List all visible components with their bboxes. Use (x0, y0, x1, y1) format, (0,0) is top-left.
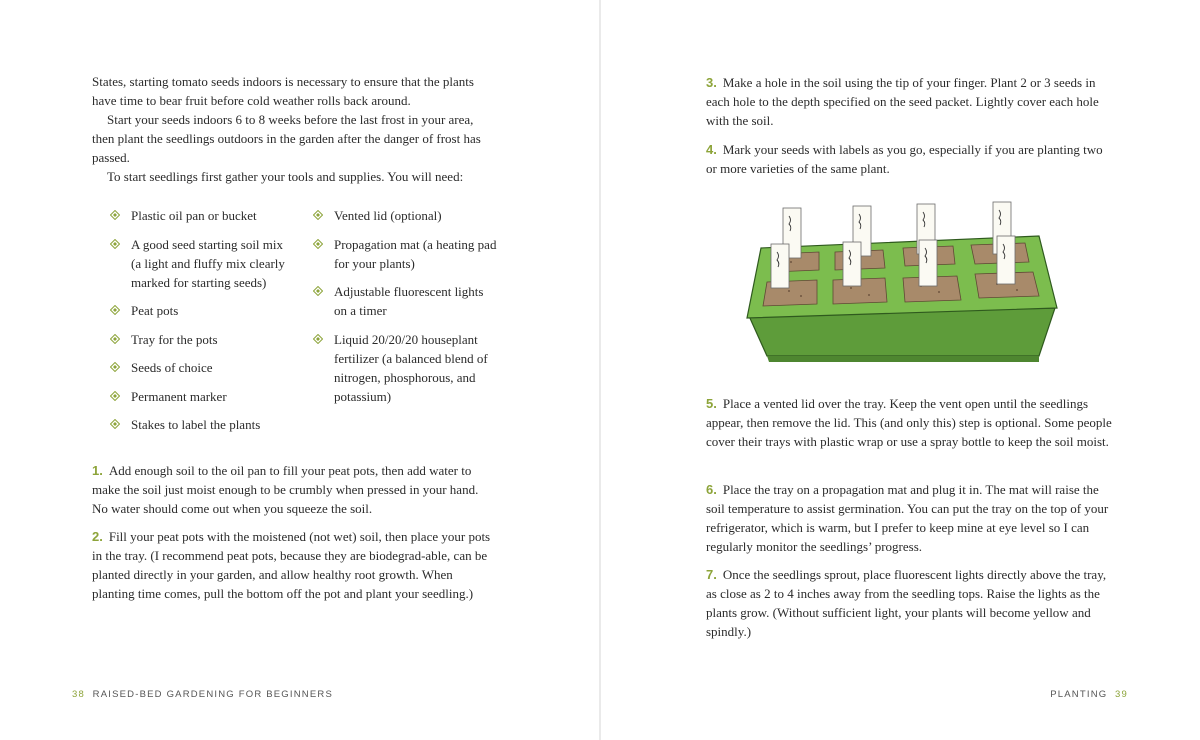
supply-label: Seeds of choice (131, 360, 213, 375)
supply-item (313, 282, 498, 320)
supply-label: Vented lid (optional) (334, 208, 442, 223)
diamond-bullet-icon (110, 210, 120, 220)
supply-item (110, 301, 295, 320)
step-number: 1. (92, 463, 103, 478)
diamond-bullet-icon (110, 419, 120, 429)
running-head: RAISED-BED GARDENING FOR BEGINNERS (92, 689, 333, 700)
supplies-column-1 (110, 206, 295, 444)
step-text: Fill your peat pots with the moistened (not wet) soil, then place your pots in the tray. (I recommend peat pots, because they are biodegrad-able, can be planted directly in your garden, and allow healthy root growth. When planting time comes, pull the bottom off the pot and plant your seedling.) (92, 529, 491, 601)
supply-item (313, 206, 498, 225)
supply-label: Stakes to label the plants (131, 417, 261, 432)
intro-text (92, 72, 492, 186)
step-number: 6. (706, 482, 717, 497)
right-page (601, 0, 1200, 740)
supply-item (110, 235, 295, 292)
diamond-bullet-icon (313, 286, 323, 296)
intro-paragraph: States, starting tomato seeds indoors is necessary to ensure that the plants have time to bear fruit before cold weather rolls back around. (92, 74, 474, 108)
supply-label: Adjustable fluorescent lights on a timer (334, 284, 484, 318)
diamond-bullet-icon (110, 239, 120, 249)
step-text: Make a hole in the soil using the tip of your finger. Plant 2 or 3 seeds in each hole to the depth specified on the seed packet. Lightly cover each hole with the soil. (706, 75, 1099, 128)
supply-item (110, 206, 295, 225)
diamond-bullet-icon (110, 305, 120, 315)
step-text: Add enough soil to the oil pan to fill your peat pots, then add water to make the soil just moist enough to be crumbly when pressed in your hand. No water should come out when you squeeze the soil. (92, 463, 479, 516)
step-1 (92, 461, 492, 518)
supply-label: Propagation mat (a heating pad for your plants) (334, 236, 497, 271)
step-number: 7. (706, 567, 717, 582)
supply-item (110, 387, 295, 406)
supply-label: Peat pots (131, 303, 179, 318)
step-7 (706, 565, 1116, 641)
supplies-column-2 (313, 206, 498, 415)
supply-item (110, 415, 295, 434)
diamond-bullet-icon (110, 362, 120, 372)
running-head: PLANTING (1050, 689, 1108, 700)
supply-item (110, 358, 295, 377)
page-number: 39 (1115, 689, 1128, 700)
supply-label: A good seed starting soil mix (a light and fluffy mix clearly marked for starting seeds) (131, 236, 285, 290)
left-folio (72, 689, 333, 700)
step-5 (706, 394, 1116, 451)
step-number: 3. (706, 75, 717, 90)
left-page (0, 0, 599, 740)
diamond-bullet-icon (110, 334, 120, 344)
supply-item (313, 330, 498, 406)
step-text: Mark your seeds with labels as you go, especially if you are planting two or more varieties of the same plant. (706, 142, 1103, 176)
diamond-bullet-icon (313, 210, 323, 220)
supply-label: Liquid 20/20/20 houseplant fertilizer (a balanced blend of nitrogen, phosphorous, and potassium) (334, 331, 488, 404)
step-number: 4. (706, 142, 717, 157)
page-number: 38 (72, 689, 85, 700)
supply-label: Tray for the pots (131, 331, 218, 347)
supplies-list (110, 206, 510, 446)
intro-paragraph: To start seedlings first gather your tools and supplies. You will need: (107, 169, 464, 184)
supply-label: Permanent marker (131, 388, 227, 404)
step-text: Place a vented lid over the tray. Keep the vent open until the seedlings appear, then remove the lid. This (and only this) step is optional. Some people cover their trays with plastic wrap or use a spray bottle to keep the soil moist. (706, 396, 1112, 449)
diamond-bullet-icon (313, 239, 323, 249)
step-text: Once the seedlings sprout, place fluorescent lights directly above the tray, as close as 2 to 4 inches away from the seedling tops. Raise the lights as the plants grow. (Without sufficient light, your plants will become yellow and spindly.) (706, 567, 1107, 639)
supply-item (110, 330, 295, 349)
intro-paragraph: Start your seeds indoors 6 to 8 weeks before the last frost in your area, then plant the seedlings outdoors in the garden after the danger of frost has passed. (92, 112, 481, 165)
step-4 (706, 140, 1111, 178)
supply-label: Plastic oil pan or bucket (131, 208, 257, 223)
step-2 (92, 527, 492, 603)
step-number: 5. (706, 396, 717, 411)
supply-item (313, 235, 498, 273)
right-folio (1050, 689, 1128, 700)
step-text: Place the tray on a propagation mat and plug it in. The mat will raise the soil temperature to assist germination. You can put the tray on the top of your refrigerator, which is warm, but I prefer to keep mine at eye level so I can regularly monitor the seedlings’ progress. (706, 482, 1109, 554)
diamond-bullet-icon (313, 334, 323, 344)
step-3 (706, 73, 1111, 130)
diamond-bullet-icon (110, 391, 120, 401)
step-number: 2. (92, 529, 103, 544)
seed-tray-illustration (739, 196, 1061, 366)
step-6 (706, 480, 1116, 556)
